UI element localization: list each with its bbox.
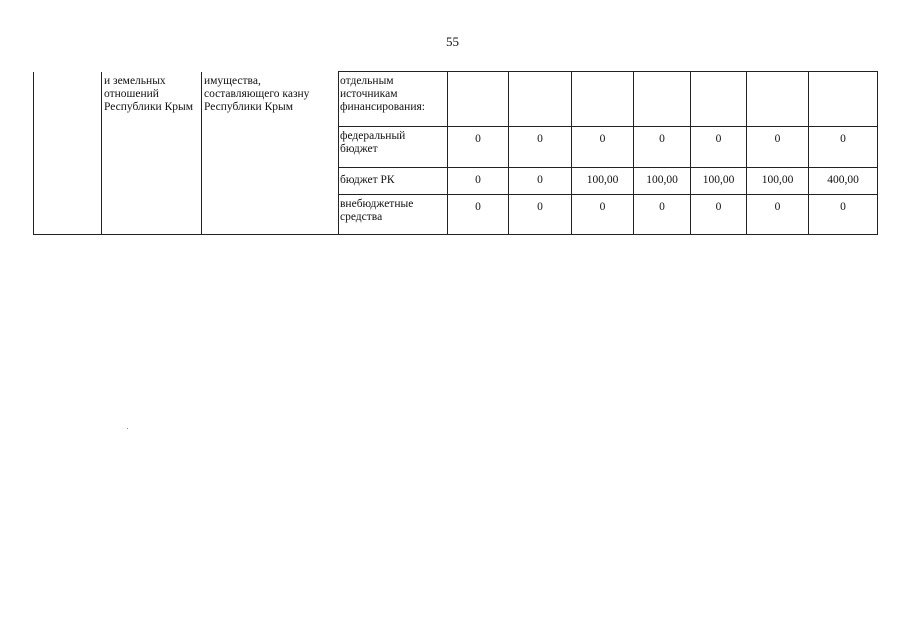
value-cell: [809, 72, 878, 127]
value-cell: 0: [448, 168, 509, 195]
value-cell: 0: [572, 127, 634, 168]
value-cell: 400,00: [809, 168, 878, 195]
value-cell: 0: [809, 195, 878, 235]
value-cell: 0: [747, 127, 809, 168]
page-number: 55: [446, 34, 459, 49]
value-cell: [572, 72, 634, 127]
value-cell: 0: [572, 195, 634, 235]
value-cell: 100,00: [634, 168, 691, 195]
value-cell: 0: [448, 127, 509, 168]
value-cell: [509, 72, 572, 127]
value-cell: 0: [509, 127, 572, 168]
value-cell: 100,00: [691, 168, 747, 195]
value-cell: [691, 72, 747, 127]
funding-source-cell: отдельным источникам финансирования:: [339, 72, 448, 127]
value-cell: 0: [691, 195, 747, 235]
value-cell: 0: [448, 195, 509, 235]
value-cell: 100,00: [572, 168, 634, 195]
department-cell: и земельных отношений Республики Крым: [102, 72, 202, 235]
budget-table: [33, 71, 878, 235]
value-cell: 0: [747, 195, 809, 235]
value-cell: 0: [691, 127, 747, 168]
value-cell: 0: [809, 127, 878, 168]
value-cell: [448, 72, 509, 127]
value-cell: 100,00: [747, 168, 809, 195]
value-cell: 0: [509, 195, 572, 235]
value-cell: [634, 72, 691, 127]
funding-source-cell: федеральный бюджет: [339, 127, 448, 168]
value-cell: 0: [634, 127, 691, 168]
funding-source-cell: бюджет РК: [339, 168, 448, 195]
empty-index-cell: [34, 72, 102, 235]
table-row: [34, 72, 878, 127]
funding-source-cell: внебюджетные средства: [339, 195, 448, 235]
value-cell: [747, 72, 809, 127]
value-cell: 0: [634, 195, 691, 235]
value-cell: 0: [509, 168, 572, 195]
task-description-cell: имущества, составляющего казну Республики Крым: [202, 72, 339, 235]
scan-speck: [127, 428, 128, 429]
